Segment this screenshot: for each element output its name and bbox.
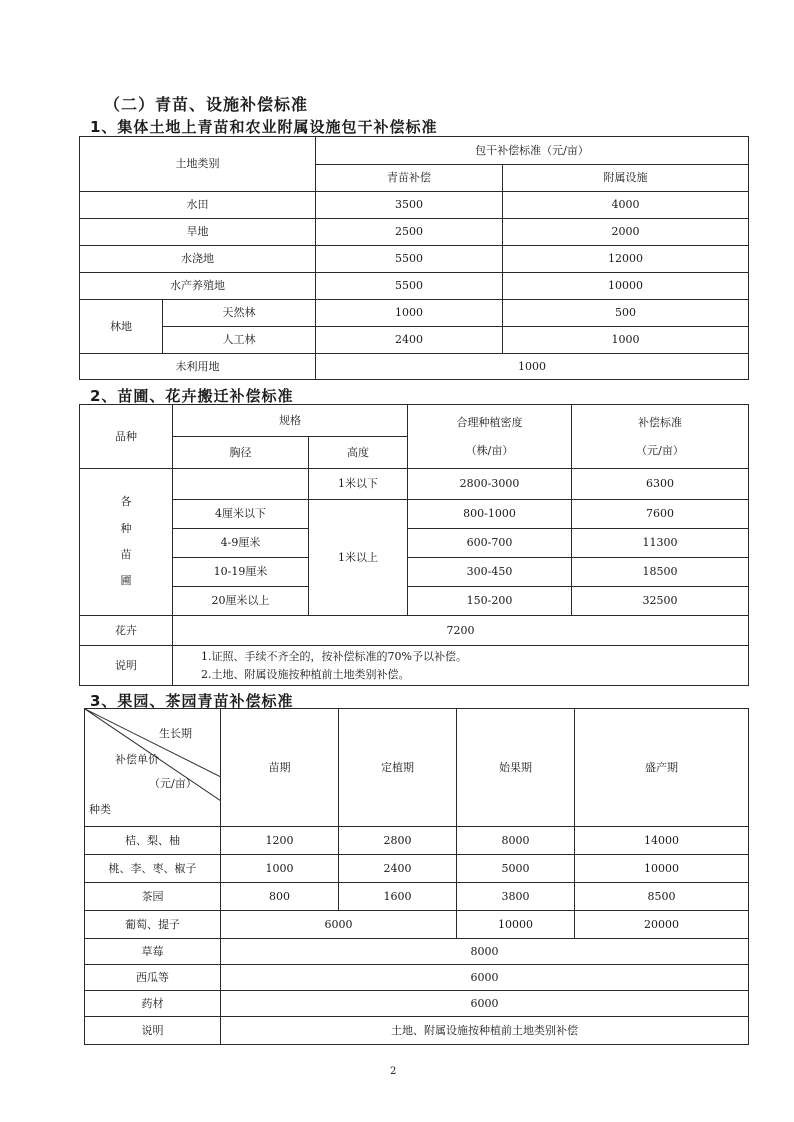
crop-name: 葡萄、提子 — [85, 911, 221, 939]
table3-title: 3、果园、茶园青苗补偿标准 — [90, 692, 294, 710]
header-density-unit: （株/亩） — [465, 443, 514, 457]
header-spec: 规格 — [173, 405, 408, 437]
facility-value: 1000 — [503, 327, 749, 354]
crop-value: 1000 — [316, 300, 503, 327]
diameter-value: 20厘米以上 — [173, 587, 309, 616]
header-density-label: 合理种植密度 — [456, 416, 523, 430]
density-value: 150-200 — [408, 587, 572, 616]
crop-name: 桔、梨、柚 — [85, 827, 221, 855]
note-label: 说明 — [80, 646, 173, 686]
diag-growth-label: 生长期 — [159, 727, 192, 740]
forest-label: 林地 — [80, 300, 163, 354]
kind-char: 苗 — [120, 548, 132, 561]
kind-char: 各 — [120, 495, 132, 509]
price-value: 20000 — [575, 911, 749, 939]
header-land-type: 土地类别 — [80, 137, 316, 192]
table2-title: 2、苗圃、花卉搬迁补偿标准 — [90, 387, 294, 405]
crop-name: 草莓 — [85, 939, 221, 965]
land-compensation-table — [79, 136, 749, 380]
price-value: 1000 — [221, 855, 339, 883]
facility-value: 12000 — [503, 246, 749, 273]
density-value: 300-450 — [408, 558, 572, 587]
price-value: 8000 — [221, 939, 749, 965]
diameter-value: 4厘米以下 — [173, 500, 309, 529]
note-content: 土地、附属设施按种植前土地类别补偿 — [221, 1017, 749, 1045]
header-standard: 包干补偿标准（元/亩） — [316, 137, 749, 165]
header-peak: 盛产期 — [575, 709, 749, 827]
note-line: 2.土地、附属设施按种植前土地类别补偿。 — [201, 667, 410, 681]
page-number: 2 — [390, 1066, 397, 1077]
land-name: 旱地 — [80, 219, 316, 246]
height-above: 1米以上 — [309, 500, 408, 616]
facility-value: 500 — [503, 300, 749, 327]
flower-value: 7200 — [173, 616, 749, 646]
land-name: 水田 — [80, 192, 316, 219]
diameter-value — [173, 469, 309, 500]
header-kind: 品种 — [80, 405, 173, 469]
header-height: 高度 — [309, 437, 408, 469]
diag-unit-label: （元/亩） — [149, 777, 197, 790]
density-value: 800-1000 — [408, 500, 572, 529]
kind-all-nurseries — [80, 469, 173, 616]
diag-price-label: 补偿单价 — [115, 753, 159, 766]
comp-value: 11300 — [572, 529, 749, 558]
comp-value: 6300 — [572, 469, 749, 500]
crop-name: 茶园 — [85, 883, 221, 911]
header-density — [408, 405, 572, 469]
header-planting: 定植期 — [339, 709, 457, 827]
note-line: 1.证照、手续不齐全的，按补偿标准的70%予以补偿。 — [201, 650, 467, 664]
land-name: 水浇地 — [80, 246, 316, 273]
section-title: （二）青苗、设施补偿标准 — [104, 95, 309, 114]
price-value: 10000 — [575, 855, 749, 883]
flower-label: 花卉 — [80, 616, 173, 646]
price-value: 6000 — [221, 991, 749, 1017]
price-value: 8500 — [575, 883, 749, 911]
orchard-compensation-table — [84, 708, 749, 1045]
land-name: 水产养殖地 — [80, 273, 316, 300]
header-seedling: 苗期 — [221, 709, 339, 827]
density-value: 2800-3000 — [408, 469, 572, 500]
diag-kind-label: 种类 — [89, 803, 111, 816]
table1-title: 1、集体土地上青苗和农业附属设施包干补偿标准 — [90, 118, 438, 136]
kind-char: 圃 — [120, 574, 132, 588]
price-value: 6000 — [221, 965, 749, 991]
note-content — [173, 646, 749, 686]
land-name: 人工林 — [163, 327, 316, 354]
land-name: 未利用地 — [80, 354, 316, 380]
land-name: 天然林 — [163, 300, 316, 327]
crop-value: 5500 — [316, 246, 503, 273]
header-comp — [572, 405, 749, 469]
comp-value: 7600 — [572, 500, 749, 529]
crop-value: 3500 — [316, 192, 503, 219]
header-fruiting: 始果期 — [457, 709, 575, 827]
kind-char: 种 — [120, 521, 132, 535]
price-value: 6000 — [221, 911, 457, 939]
price-value: 5000 — [457, 855, 575, 883]
facility-value: 4000 — [503, 192, 749, 219]
price-value: 1200 — [221, 827, 339, 855]
crop-name: 西瓜等 — [85, 965, 221, 991]
comp-value: 32500 — [572, 587, 749, 616]
header-comp-unit: （元/亩） — [636, 443, 684, 457]
price-value: 1600 — [339, 883, 457, 911]
diagonal-header — [85, 709, 221, 827]
facility-value: 2000 — [503, 219, 749, 246]
header-diameter: 胸径 — [173, 437, 309, 469]
crop-value: 5500 — [316, 273, 503, 300]
unused-value: 1000 — [316, 354, 749, 380]
nursery-compensation-table — [79, 404, 749, 686]
crop-name: 药材 — [85, 991, 221, 1017]
crop-name: 桃、李、枣、椒子 — [85, 855, 221, 883]
price-value: 2400 — [339, 855, 457, 883]
price-value: 14000 — [575, 827, 749, 855]
price-value: 2800 — [339, 827, 457, 855]
crop-value: 2400 — [316, 327, 503, 354]
price-value: 800 — [221, 883, 339, 911]
crop-value: 2500 — [316, 219, 503, 246]
height-below: 1米以下 — [309, 469, 408, 500]
price-value: 3800 — [457, 883, 575, 911]
comp-value: 18500 — [572, 558, 749, 587]
header-comp-label: 补偿标准 — [638, 416, 682, 430]
facility-value: 10000 — [503, 273, 749, 300]
price-value: 10000 — [457, 911, 575, 939]
diameter-value: 10-19厘米 — [173, 558, 309, 587]
note-label: 说明 — [85, 1017, 221, 1045]
density-value: 600-700 — [408, 529, 572, 558]
header-facility: 附属设施 — [503, 165, 749, 192]
price-value: 8000 — [457, 827, 575, 855]
diameter-value: 4-9厘米 — [173, 529, 309, 558]
header-crop: 青苗补偿 — [316, 165, 503, 192]
